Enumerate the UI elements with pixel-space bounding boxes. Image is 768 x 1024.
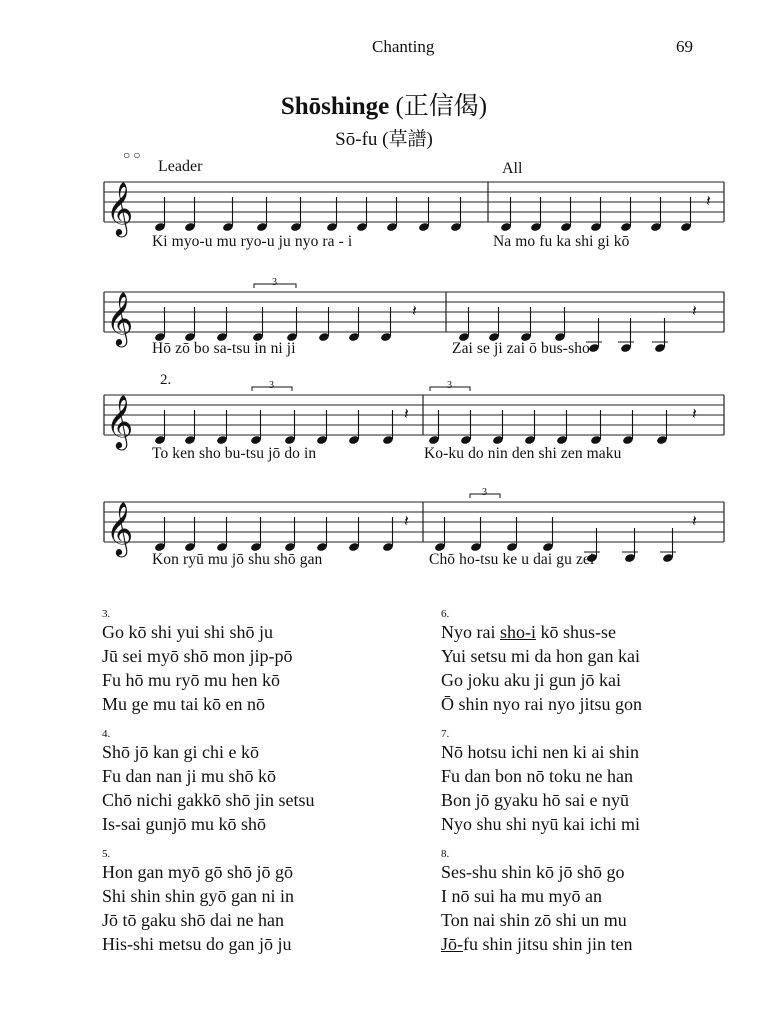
triplet-number: 3 bbox=[269, 380, 274, 391]
rest-icon: 𝄽 bbox=[692, 513, 697, 530]
music-staff-system-1 bbox=[0, 170, 768, 240]
system-1-lyrics-right: Na mo fu ka shi gi kō bbox=[493, 233, 630, 250]
verse-line: Nō hotsu ichi nen ki ai shin bbox=[441, 742, 639, 762]
verse-number: 5. bbox=[102, 848, 111, 860]
verse-line-part: Nyo rai bbox=[441, 622, 500, 642]
treble-clef-icon: 𝄞 bbox=[106, 394, 134, 448]
treble-clef-icon: 𝄞 bbox=[106, 291, 134, 345]
verse-line: Nyo shu shi nyū kai ichi mi bbox=[441, 814, 640, 834]
system-4-lyrics-left: Kon ryū mu jō shu shō gan bbox=[152, 551, 323, 568]
verse-number: 3. bbox=[102, 608, 111, 620]
verse-line: I nō sui ha mu myō an bbox=[441, 886, 602, 906]
all-label: All bbox=[502, 160, 523, 177]
system-4-lyrics-right: Chō ho-tsu ke u dai gu zei bbox=[429, 551, 595, 568]
verse-line: Is-sai gunjō mu kō shō bbox=[102, 814, 266, 834]
underlined-syllable: Jō- bbox=[441, 934, 463, 954]
system-2-lyrics-left: Hō zō bo sa-tsu in ni ji bbox=[152, 340, 296, 357]
music-staff-system-4 bbox=[0, 487, 768, 560]
verse-line bbox=[441, 934, 633, 955]
rest-icon: 𝄽 bbox=[706, 193, 711, 210]
title-main: Shōshinge bbox=[280, 93, 390, 120]
rest-icon: 𝄽 bbox=[404, 406, 409, 423]
verse-number: 7. bbox=[441, 728, 450, 740]
page-title bbox=[0, 86, 768, 122]
system-1-lyrics-left: Ki myo-u mu ryo-u ju nyo ra - i bbox=[152, 233, 353, 250]
music-staff-system-2 bbox=[0, 277, 768, 350]
system-2-lyrics-right: Zai se ji zai ō bus-sho bbox=[452, 340, 590, 357]
verse-line: Shō jō kan gi chi e kō bbox=[102, 742, 259, 762]
leader-label: Leader bbox=[158, 158, 203, 175]
verse-line: Ton nai shin zō shi un mu bbox=[441, 910, 627, 930]
verse-line: Jū sei myō shō mon jip-pō bbox=[102, 646, 293, 666]
triplet-number: 3 bbox=[447, 380, 452, 391]
rest-icon: 𝄽 bbox=[692, 406, 697, 423]
verse-line: Fu dan bon nō toku ne han bbox=[441, 766, 633, 786]
verse-line: Yui setsu mi da hon gan kai bbox=[441, 646, 640, 666]
verse-line: Go kō shi yui shi shō ju bbox=[102, 622, 274, 642]
verse-line: Ses-shu shin kō jō shō go bbox=[441, 862, 625, 882]
triplet-number: 3 bbox=[482, 487, 487, 498]
verse-line: Shi shin shin gyō gan ni in bbox=[102, 886, 295, 906]
verse-marker-2: 2. bbox=[160, 372, 172, 388]
verse-line: Jō tō gaku shō dai ne han bbox=[102, 910, 284, 930]
verse-line-part: kō shus-se bbox=[535, 622, 616, 642]
verse-line-part: fu shin jitsu shin jin ten bbox=[463, 934, 633, 954]
verse-number: 6. bbox=[441, 608, 450, 620]
rest-icon: 𝄽 bbox=[692, 303, 697, 320]
rest-icon: 𝄽 bbox=[412, 303, 417, 320]
verse-line bbox=[441, 622, 616, 643]
triplet-number: 3 bbox=[272, 277, 277, 288]
verse-line: Bon jō gyaku hō sai e nyū bbox=[441, 790, 629, 810]
treble-clef-icon: 𝄞 bbox=[106, 501, 134, 555]
verse-line: Hon gan myō gō shō jō gō bbox=[102, 862, 293, 882]
verse-line: Chō nichi gakkō shō jin setsu bbox=[102, 790, 315, 810]
music-staff-system-3 bbox=[0, 380, 768, 453]
verse-number: 8. bbox=[441, 848, 450, 860]
verse-number: 4. bbox=[102, 728, 111, 740]
verse-line: Go joku aku ji gun jō kai bbox=[441, 670, 621, 690]
page-subtitle: Sō-fu (草譜) bbox=[335, 129, 433, 150]
title-kanji: (正信偈) bbox=[395, 93, 488, 120]
verse-line: His-shi metsu do gan jō ju bbox=[102, 934, 292, 954]
treble-clef-icon: 𝄞 bbox=[106, 181, 134, 235]
verse-line: Fu hō mu ryō mu hen kō bbox=[102, 670, 280, 690]
system-3-lyrics-left: To ken sho bu-tsu jō do in bbox=[152, 445, 317, 462]
verse-line: Fu dan nan ji mu shō kō bbox=[102, 766, 276, 786]
verse-line: Mu ge mu tai kō en nō bbox=[102, 694, 265, 714]
system-3-lyrics-right: Ko-ku do nin den shi zen maku bbox=[424, 445, 622, 462]
open-circles-icon: ○ ○ bbox=[123, 148, 141, 162]
underlined-syllable: sho-i bbox=[499, 622, 536, 642]
verse-line: Ō shin nyo rai nyo jitsu gon bbox=[441, 694, 642, 714]
running-header-title: Chanting bbox=[372, 37, 435, 56]
rest-icon: 𝄽 bbox=[404, 513, 409, 530]
page-number: 69 bbox=[676, 37, 693, 56]
